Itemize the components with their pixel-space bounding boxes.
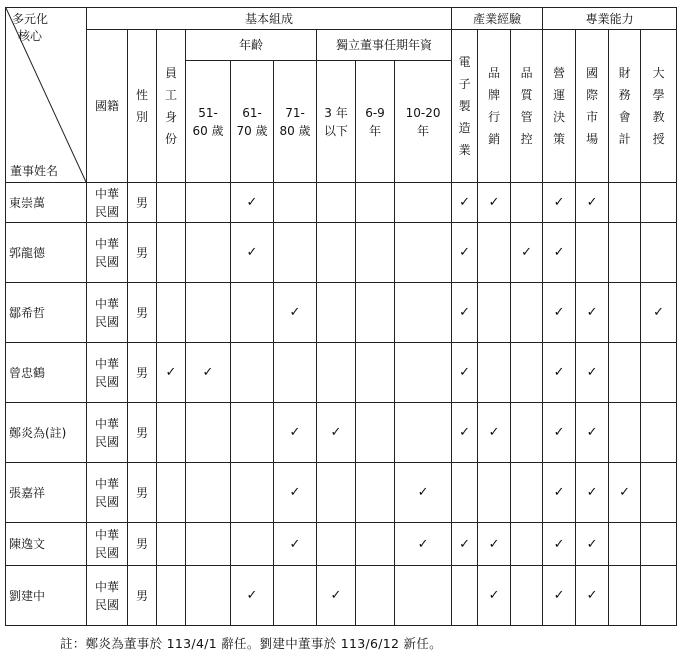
check-mark-icon: ✓ [459,365,471,380]
cell-tenure-lt3 [317,343,356,403]
cell-operations [543,403,576,463]
footnote: 註：鄭炎為董事於 113/4/1 辭任。劉建中董事於 113/6/12 新任。 [60,636,442,651]
check-mark-icon: ✓ [289,425,301,440]
cell-tenure-lt3 [317,223,356,283]
director-name: 陳逸文 [6,523,87,566]
cell-intl-market [576,343,609,403]
cell-quality-control [511,223,543,283]
group-industry: 產業經驗 [452,8,543,30]
col-quality-control: 品質管控 [511,30,543,183]
cell-electronics [452,283,478,343]
cell-age-71-80 [274,463,317,523]
director-nationality: 中華 民國 [87,463,128,523]
cell-age-61-70 [231,566,274,626]
cell-age-71-80 [274,403,317,463]
cell-tenure-10-20 [395,463,452,523]
check-mark-icon: ✓ [586,195,598,210]
cell-tenure-6-9 [356,183,395,223]
director-name: 東崇萬 [6,183,87,223]
cell-employee [157,283,186,343]
cell-tenure-lt3 [317,403,356,463]
cell-age-71-80 [274,343,317,403]
board-diversity-table [5,7,677,626]
check-mark-icon: ✓ [165,365,177,380]
check-mark-icon: ✓ [289,305,301,320]
director-gender: 男 [128,223,157,283]
cell-intl-market [576,223,609,283]
cell-quality-control [511,403,543,463]
cell-professor [641,343,677,403]
cell-age-71-80 [274,183,317,223]
cell-operations [543,523,576,566]
cell-tenure-6-9 [356,566,395,626]
director-row [6,403,677,463]
cell-operations [543,223,576,283]
col-tenure-6-9: 6-9 年 [356,61,395,183]
director-gender: 男 [128,523,157,566]
cell-age-71-80 [274,523,317,566]
col-brand-marketing: 品牌行銷 [478,30,511,183]
check-mark-icon: ✓ [521,245,533,260]
cell-intl-market [576,523,609,566]
group-basic: 基本組成 [87,8,452,30]
cell-tenure-10-20 [395,183,452,223]
director-name: 郭龍德 [6,223,87,283]
cell-electronics [452,183,478,223]
cell-quality-control [511,183,543,223]
cell-age-61-70 [231,343,274,403]
col-nationality: 國籍 [87,30,128,183]
cell-finance [609,343,641,403]
cell-brand-marketing [478,283,511,343]
cell-tenure-6-9 [356,223,395,283]
director-nationality: 中華 民國 [87,283,128,343]
check-mark-icon: ✓ [246,195,258,210]
cell-tenure-10-20 [395,523,452,566]
cell-quality-control [511,523,543,566]
col-intl-market: 國際市場 [576,30,609,183]
cell-professor [641,463,677,523]
cell-intl-market [576,403,609,463]
check-mark-icon: ✓ [417,536,429,552]
director-gender: 男 [128,403,157,463]
cell-age-51-60 [186,283,231,343]
cell-tenure-10-20 [395,283,452,343]
col-finance: 財務會計 [609,30,641,183]
cell-tenure-10-20 [395,403,452,463]
director-gender: 男 [128,283,157,343]
corner-header [6,8,87,183]
col-tenure-10-20: 10-20 年 [395,61,452,183]
check-mark-icon: ✓ [586,536,598,552]
col-age-group: 年齡 [186,30,317,61]
cell-brand-marketing [478,343,511,403]
check-mark-icon: ✓ [488,195,500,210]
check-mark-icon: ✓ [289,536,301,552]
check-mark-icon: ✓ [488,536,500,552]
check-mark-icon: ✓ [553,305,565,320]
col-gender: 性別 [128,30,157,183]
director-name: 劉建中 [6,566,87,626]
cell-age-61-70 [231,463,274,523]
cell-operations [543,343,576,403]
cell-brand-marketing [478,566,511,626]
cell-tenure-lt3 [317,183,356,223]
check-mark-icon: ✓ [653,305,665,320]
director-nationality: 中華 民國 [87,523,128,566]
cell-operations [543,566,576,626]
cell-age-61-70 [231,223,274,283]
cell-tenure-10-20 [395,566,452,626]
cell-age-71-80 [274,283,317,343]
cell-professor [641,523,677,566]
director-row [6,283,677,343]
corner-bottom-label: 董事姓名 [10,164,59,178]
cell-electronics [452,343,478,403]
check-mark-icon: ✓ [488,588,500,603]
cell-age-71-80 [274,223,317,283]
director-row [6,523,677,566]
cell-tenure-lt3 [317,463,356,523]
corner-top-label: 多元化 核心 [12,12,49,43]
cell-intl-market [576,283,609,343]
col-age-61-70: 61- 70 歲 [231,61,274,183]
cell-tenure-10-20 [395,223,452,283]
check-mark-icon: ✓ [459,305,471,320]
group-professional: 專業能力 [543,8,677,30]
cell-quality-control [511,283,543,343]
director-gender: 男 [128,343,157,403]
cell-tenure-6-9 [356,523,395,566]
check-mark-icon: ✓ [553,245,565,260]
cell-brand-marketing [478,223,511,283]
cell-age-51-60 [186,523,231,566]
col-professor: 大學教授 [641,30,677,183]
cell-finance [609,283,641,343]
director-nationality: 中華 民國 [87,403,128,463]
cell-electronics [452,523,478,566]
director-name: 曾忠鶴 [6,343,87,403]
cell-professor [641,283,677,343]
check-mark-icon: ✓ [459,245,471,260]
cell-age-61-70 [231,523,274,566]
cell-age-51-60 [186,183,231,223]
director-row [6,566,677,626]
check-mark-icon: ✓ [586,305,598,320]
director-row [6,343,677,403]
cell-age-61-70 [231,283,274,343]
cell-operations [543,283,576,343]
cell-tenure-6-9 [356,283,395,343]
cell-operations [543,463,576,523]
cell-age-71-80 [274,566,317,626]
cell-employee [157,463,186,523]
check-mark-icon: ✓ [586,425,598,440]
cell-brand-marketing [478,523,511,566]
col-operations: 營運決策 [543,30,576,183]
check-mark-icon: ✓ [330,588,342,603]
check-mark-icon: ✓ [553,485,565,500]
check-mark-icon: ✓ [417,485,429,500]
director-nationality: 中華 民國 [87,343,128,403]
check-mark-icon: ✓ [553,425,565,440]
col-employee: 員工身份 [157,30,186,183]
cell-age-51-60 [186,566,231,626]
cell-age-51-60 [186,403,231,463]
cell-finance [609,523,641,566]
cell-finance [609,403,641,463]
check-mark-icon: ✓ [246,588,258,603]
cell-brand-marketing [478,403,511,463]
director-name: 鄭炎為(註) [6,403,87,463]
check-mark-icon: ✓ [553,195,565,210]
check-mark-icon: ✓ [202,365,214,380]
col-electronics: 電子製造業 [452,30,478,183]
cell-employee [157,223,186,283]
cell-tenure-6-9 [356,463,395,523]
director-nationality: 中華 民國 [87,183,128,223]
check-mark-icon: ✓ [459,195,471,210]
cell-tenure-6-9 [356,403,395,463]
cell-professor [641,566,677,626]
cell-finance [609,183,641,223]
cell-finance [609,223,641,283]
cell-operations [543,183,576,223]
col-tenure-group: 獨立董事任期年資 [317,30,452,61]
cell-electronics [452,463,478,523]
cell-intl-market [576,566,609,626]
check-mark-icon: ✓ [488,425,500,440]
cell-tenure-6-9 [356,343,395,403]
cell-age-51-60 [186,343,231,403]
director-row [6,463,677,523]
cell-employee [157,566,186,626]
check-mark-icon: ✓ [553,588,565,603]
cell-professor [641,183,677,223]
cell-quality-control [511,463,543,523]
cell-age-61-70 [231,403,274,463]
cell-tenure-10-20 [395,343,452,403]
cell-tenure-lt3 [317,283,356,343]
director-row [6,183,677,223]
cell-brand-marketing [478,183,511,223]
cell-professor [641,403,677,463]
col-age-71-80: 71- 80 歲 [274,61,317,183]
cell-professor [641,223,677,283]
director-gender: 男 [128,566,157,626]
cell-age-51-60 [186,463,231,523]
check-mark-icon: ✓ [553,365,565,380]
cell-electronics [452,223,478,283]
cell-employee [157,523,186,566]
cell-employee [157,343,186,403]
col-tenure-lt3: 3 年 以下 [317,61,356,183]
cell-employee [157,403,186,463]
check-mark-icon: ✓ [330,425,342,440]
director-gender: 男 [128,463,157,523]
cell-age-61-70 [231,183,274,223]
director-rows [6,183,677,626]
check-mark-icon: ✓ [619,485,631,500]
cell-brand-marketing [478,463,511,523]
cell-finance [609,463,641,523]
cell-electronics [452,403,478,463]
check-mark-icon: ✓ [586,485,598,500]
director-name: 張嘉祥 [6,463,87,523]
cell-tenure-lt3 [317,566,356,626]
director-nationality: 中華 民國 [87,223,128,283]
check-mark-icon: ✓ [459,425,471,440]
cell-age-51-60 [186,223,231,283]
cell-intl-market [576,463,609,523]
check-mark-icon: ✓ [459,536,471,552]
cell-employee [157,183,186,223]
cell-quality-control [511,343,543,403]
director-name: 鄒希哲 [6,283,87,343]
cell-electronics [452,566,478,626]
check-mark-icon: ✓ [586,365,598,380]
director-nationality: 中華 民國 [87,566,128,626]
director-gender: 男 [128,183,157,223]
cell-quality-control [511,566,543,626]
check-mark-icon: ✓ [289,485,301,500]
cell-tenure-lt3 [317,523,356,566]
cell-finance [609,566,641,626]
check-mark-icon: ✓ [553,536,565,552]
cell-intl-market [576,183,609,223]
check-mark-icon: ✓ [246,245,258,260]
col-age-51-60: 51- 60 歲 [186,61,231,183]
check-mark-icon: ✓ [586,588,598,603]
director-row [6,223,677,283]
